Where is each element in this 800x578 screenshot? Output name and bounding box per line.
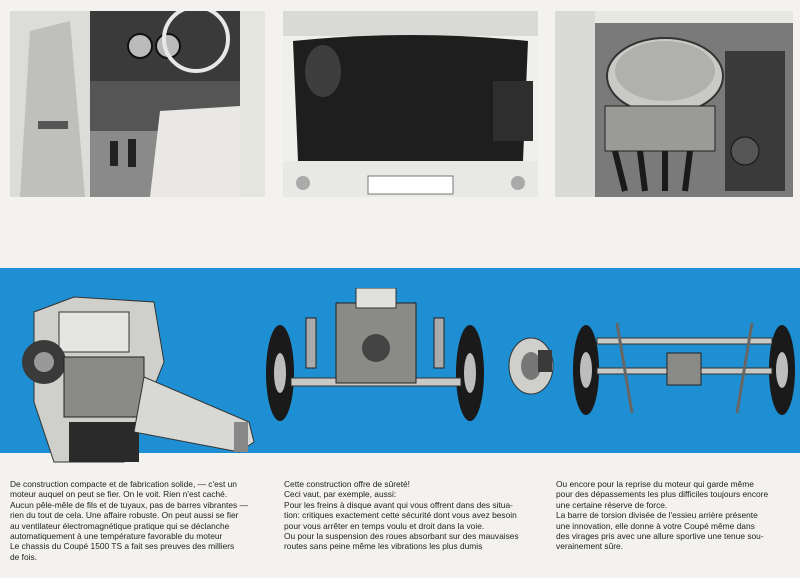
illustration-engine-gearbox [14, 282, 266, 472]
photo-interior-dashboard [10, 11, 265, 197]
text-line: automatiquement à une température favorable du moteur [10, 531, 223, 542]
text-line: Pour les freins à disque avant qui vous offrent dans des situa- [284, 499, 513, 510]
text-column-engine [10, 479, 272, 562]
illustration-disc-brake [502, 336, 560, 396]
text-line: moteur auquel on peut se fier. On le voit. Rien n'est caché. [10, 489, 228, 500]
text-line: La barre de torsion divisée de l'essieu arrière présente [556, 510, 758, 521]
photo-engine-bay [555, 11, 793, 197]
illustration-front-axle [266, 288, 486, 424]
text-line: de fois. [10, 551, 38, 562]
text-line: Ou encore pour la reprise du moteur qui garde même [556, 479, 754, 489]
text-line: une certaine réserve de force. [556, 499, 668, 510]
text-line: pour vous arrêter en temps voulu et droit dans la voie. [284, 520, 485, 531]
text-line: pour des dépassements les plus difficiles toujours encore [556, 489, 769, 500]
text-line: Cette construction offre de sûreté! [284, 479, 411, 489]
text-line: au ventilateur électromagnétique pratique qui se déclanche [10, 520, 230, 531]
illustration-rear-axle [572, 318, 797, 420]
text-line: verainement sûre. [556, 541, 624, 552]
text-line: une innovation, elle donne à votre Coupé même dans [556, 520, 755, 531]
text-line: rien du tout de cela. Une affaire robuste. On peut aussi se fier [10, 510, 239, 521]
text-line: Aucun pêle-mêle de fils et de tuyaux, pas de barres vibrantes — [10, 499, 248, 510]
text-column-safety [284, 479, 546, 552]
text-line: Le chassis du Coupé 1500 TS a fait ses preuves des milliers [10, 541, 235, 552]
photo-trunk [283, 11, 538, 197]
text-line: Ou pour la suspension des roues absorbant sur des mauvaises [284, 531, 519, 542]
text-line: tion: critiques exactement cette sécurité dont vous avez besoin [284, 510, 517, 521]
text-line: routes sans peine même les vibrations les plus dumis [284, 541, 483, 552]
text-column-axle [556, 479, 794, 552]
text-line: De construction compacte et de fabrication solide, — c'est un [10, 479, 237, 489]
text-line: des virages pris avec une allure sportive une tenue sou- [556, 531, 764, 542]
text-line: Ceci vaut, par exemple, aussi: [284, 489, 397, 500]
